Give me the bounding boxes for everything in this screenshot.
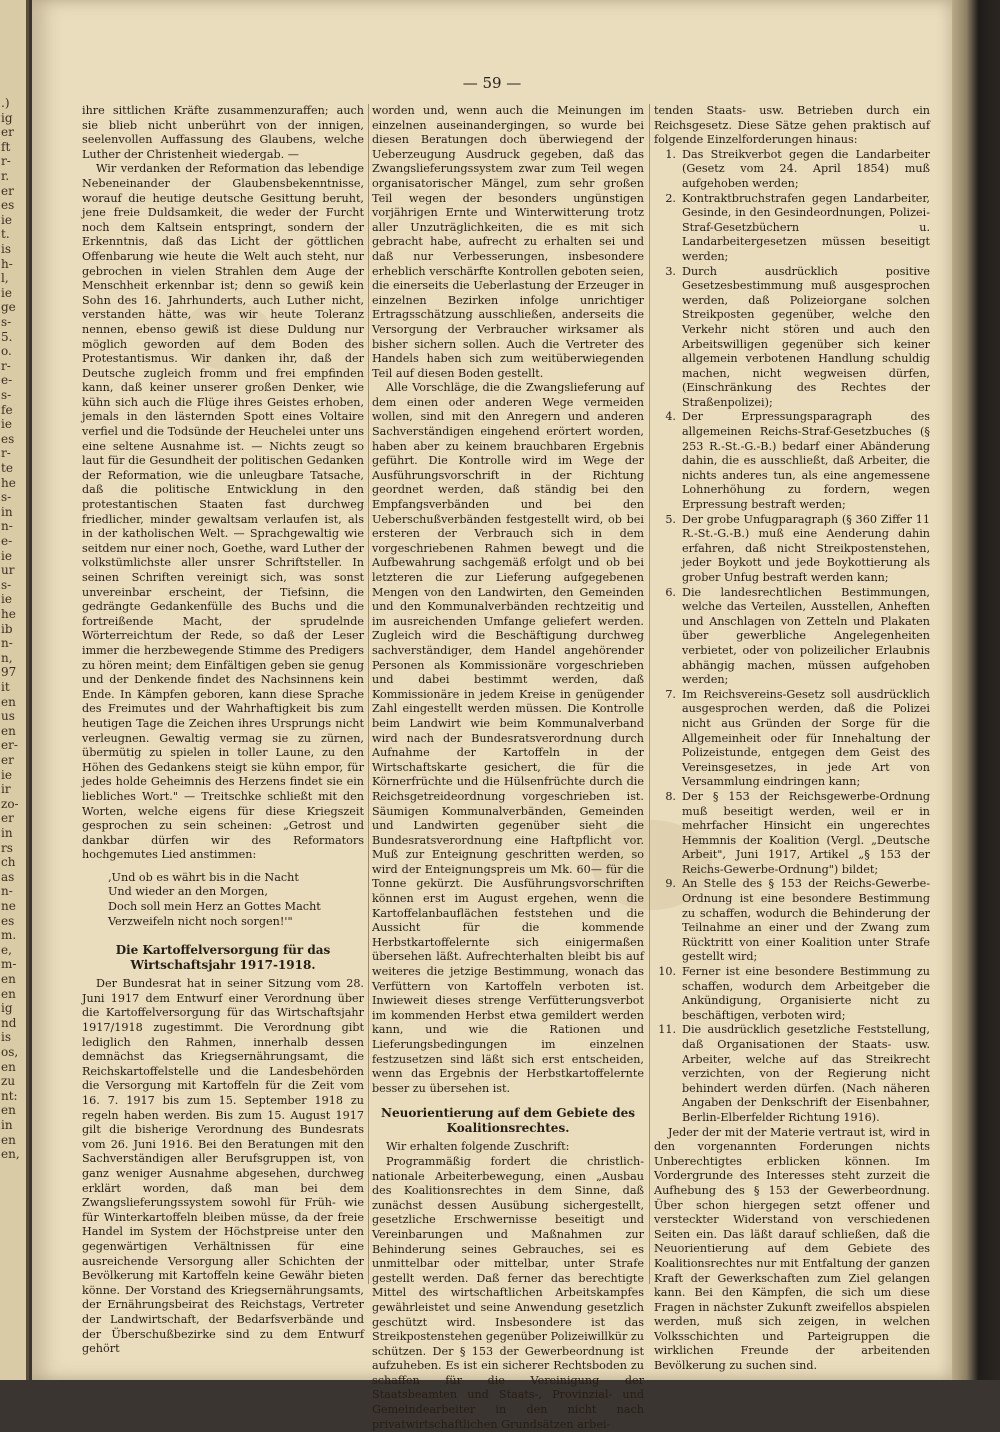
adjacent-page-fragment: te bbox=[1, 461, 13, 475]
list-text: Ferner ist eine besondere Bestimmung zu schaffen, wodurch dem Arbeitgeber die Ankündigung, Organisierte nicht zu beschäftigen, verboten wird; bbox=[682, 965, 930, 1022]
paragraph: Jeder der mit der Materie vertraut ist, wird in den vorgenannten Forderungen nichts Unberechtigtes erblicken können. Im Vordergrunde des Interesses steht zurzeit die Aufhebung des § 153 der Gewerbeordnung. Über schon hiergegen setzt offener und versteckter Widerstand von verschiedenen Seiten ein. Das läßt darauf schließen, daß die Neuorientierung auf dem Gebiete des Koalitionsrechtes nur mit Entfaltung der ganzen Kraft der Gewerkschaften zum Ziel gelangen kann. Bei den Kämpfen, die sich um diese Fragen in nächster Zukunft zweifellos abspielen werden, muß sich zeigen, in welchen Volksschichten und Parteigruppen die wirklichen Freunde der arbeitenden Bevölkerung zu suchen sind. bbox=[654, 1125, 930, 1373]
column-3 bbox=[654, 104, 930, 1373]
adjacent-page-fragment: ur bbox=[1, 563, 15, 578]
adjacent-page-fragment: r- bbox=[1, 358, 11, 373]
adjacent-page-fragment: in bbox=[1, 826, 13, 840]
column-2 bbox=[372, 104, 644, 1431]
paragraph: ihre sittlichen Kräfte zusammenzuraffen; auch sie blieb nicht unberührt von der innigen, seelenvollen Auffassung des Glaubens, welche Luther der Christenheit wiedergab. — bbox=[82, 104, 364, 161]
adjacent-page-fragment: en bbox=[1, 694, 16, 709]
adjacent-page-fragment: r. bbox=[1, 169, 10, 183]
adjacent-page-fragment: er- bbox=[1, 738, 18, 753]
poem-line: Verzweifeln nicht noch sorgen!'" bbox=[108, 914, 293, 928]
list-text: An Stelle des § 153 der Reichs-Gewerbe-Ordnung ist eine besondere Bestimmung zu schaffen, wodurch die Behinderung der Teilnahme an einer und der Zwang zum Rücktritt von einer Koalition unter Strafe gestellt wird; bbox=[682, 877, 930, 964]
adjacent-page-fragment: er bbox=[1, 125, 14, 140]
list-text: Im Reichsvereins-Gesetz soll ausdrücklich ausgesprochen werden, daß die Polizei nicht aus Gründen der Sorge für die Allgemeinheit oder für Innehaltung der Polizeistunde, entgegen dem Geist des Vereinsgesetzes, in jede Art von Versammlung eindringen kann; bbox=[682, 687, 930, 789]
adjacent-page-fragment: er bbox=[1, 183, 14, 198]
list-item bbox=[654, 148, 930, 192]
adjacent-page-fragment: ig bbox=[1, 110, 13, 125]
adjacent-page-fragment: n, bbox=[1, 650, 13, 665]
list-item bbox=[654, 877, 930, 965]
adjacent-page-fragment: ie bbox=[1, 417, 12, 432]
adjacent-page-fragment: ie bbox=[1, 212, 12, 227]
book-binding-edge bbox=[952, 0, 1000, 1380]
adjacent-page-fragment: en bbox=[1, 1059, 16, 1074]
adjacent-page-fragment: ig bbox=[1, 1001, 13, 1016]
adjacent-page-fragment: in bbox=[1, 1118, 13, 1132]
adjacent-page-fragment: ie bbox=[1, 592, 12, 607]
list-item bbox=[654, 410, 930, 512]
list-item bbox=[654, 790, 930, 878]
adjacent-page-fragment: s- bbox=[1, 315, 12, 329]
adjacent-page-fragment: ge bbox=[1, 300, 16, 315]
adjacent-page-fragment: m- bbox=[1, 957, 17, 972]
list-text: Durch ausdrücklich positive Gesetzesbestimmung muß ausgesprochen werden, daß Polizeiorgane solchen Streikposten gegenüber, welche den Verkehr nicht stören und auch den Arbeitswilligen gegenüber sich keiner allgemein verbotenen Handlung schuldig machen, nicht wegweisen dürfen, (Einschränkung des Rechtes der Straßenpolizei); bbox=[682, 264, 930, 409]
adjacent-page-fragment: .) bbox=[1, 96, 10, 110]
adjacent-page-fragment: en bbox=[1, 1103, 16, 1118]
adjacent-page-fragment: r- bbox=[1, 446, 11, 461]
adjacent-page-edge bbox=[0, 0, 29, 1380]
list-item bbox=[654, 265, 930, 411]
poem-line: ‚Und ob es währt bis in die Nacht bbox=[108, 870, 299, 884]
adjacent-page-fragment: h- bbox=[1, 256, 13, 271]
paragraph: Der Bundesrat hat in seiner Sitzung vom 28. Juni 1917 dem Entwurf einer Verordnung über die Kartoffelversorgung für das Wirtschaftsjahr 1917/1918 zugestimmt. Die Verordnung gibt lediglich den Rahmen, innerhalb dessen demnächst das Kriegsernährungsamt, die Reichskartoffelstelle und die Landesbehörden die Versorgung mit Kartoffeln für die Zeit vom 16. 7. 1917 bis zum 15. September 1918 zu regeln haben werden. Bis zum 15. August 1917 gilt die bisherige Verordnung des Bundesrats vom 26. Juni 1916. Bei den Beratungen mit den Sachverständigen aller Berufsgruppen ist, von ganz weniger Ausnahme abgesehen, durchweg erklärt worden, daß man bei dem Zwangslieferungssystem sowohl für Früh- wie für Winterkartoffeln bleiben müsse, da der freie Handel im System der Höchstpreise unter den gegenwärtigen Verhältnissen für eine ausreichende Versorgung aller Schichten der Bevölkerung mit Kartoffeln keine Gewähr bieten könne. Der Vorstand des Kriegsernährungsamts, der Ernährungsbeirat des Reichstags, Vertreter der Landwirtschaft, der Bedarfsverbände und der Überschußbezirke sind zu dem Entwurf gehört bbox=[82, 977, 364, 1356]
adjacent-page-fragment: l, bbox=[1, 271, 9, 286]
adjacent-page-fragment: n- bbox=[1, 636, 13, 651]
adjacent-page-fragment: es bbox=[1, 913, 15, 928]
list-number: 3. bbox=[665, 264, 676, 278]
adjacent-page-fragment: s- bbox=[1, 388, 12, 402]
list-item bbox=[654, 192, 930, 265]
adjacent-page-fragment: en bbox=[1, 723, 16, 738]
list-item bbox=[654, 688, 930, 790]
article-heading-koalitionsrecht: Neuorientierung auf dem Gebiete des Koalitionsrechtes. bbox=[381, 1106, 635, 1136]
adjacent-page-fragment: en bbox=[1, 1132, 16, 1147]
adjacent-page-fragment: fe bbox=[1, 402, 13, 417]
adjacent-page-fragment: nt: bbox=[1, 1088, 18, 1103]
adjacent-page-fragment: is bbox=[1, 1030, 11, 1045]
paragraph: tenden Staats- usw. Betrieben durch ein Reichsgesetz. Diese Sätze gehen praktisch auf folgende Einzelforderungen hinaus: bbox=[654, 104, 930, 147]
adjacent-page-fragment: ir bbox=[1, 782, 11, 797]
adjacent-page-fragment: zu bbox=[1, 1074, 16, 1089]
adjacent-page-fragment: ie bbox=[1, 548, 12, 563]
column-divider bbox=[649, 104, 650, 1284]
adjacent-page-fragment: es bbox=[1, 431, 15, 446]
list-item bbox=[654, 965, 930, 1023]
list-number: 8. bbox=[665, 789, 676, 803]
adjacent-page-fragment: er bbox=[1, 753, 14, 767]
adjacent-page-fragment: he bbox=[1, 607, 16, 621]
luther-hymn-quote bbox=[108, 871, 364, 929]
adjacent-page-fragment: s- bbox=[1, 490, 12, 505]
adjacent-page-fragment: it bbox=[1, 680, 10, 694]
adjacent-page-fragment: o. bbox=[1, 344, 12, 359]
list-item bbox=[654, 1023, 930, 1125]
paragraph: Programmäßig fordert die christlich-nationale Arbeiterbewegung, einen „Ausbau des Koalitionsrechtes in dem Sinne, daß zunächst dessen Ausübung sichergestellt, gesetzliche Erschwernisse beseitigt und Vereinbarungen und Maßnahmen zur Behinderung seines Gebrauches, sei es unmittelbar oder mittelbar, unter Strafe gestellt werden. Daß ferner das berechtigte Mittel des wirtschaftlichen Arbeitskampfes gewährleistet und seine Anwendung gesetzlich geschützt wird. Insbesondere ist das Streikpostenstehen gegenüber Polizeiwillkür zu schützen. Der § 153 der Gewerbeordnung ist aufzuheben. Es ist ein sicherer Rechtsboden zu schaffen für die Vereinigung der Staatsbeamten und Staats-, Provinzial- und Gemeindearbeiter in den nicht nach privatwirtschaftlichen Grundsätzen arbei- bbox=[372, 1154, 644, 1431]
adjacent-page-fragment: ib bbox=[1, 621, 13, 636]
adjacent-page-fragment: us bbox=[1, 709, 15, 724]
column-1 bbox=[82, 104, 364, 1356]
adjacent-page-fragment: rs bbox=[1, 840, 13, 855]
list-number: 9. bbox=[665, 877, 676, 891]
page-number: — 59 — bbox=[462, 74, 522, 92]
paragraph: worden und, wenn auch die Meinungen im einzelnen auseinandergingen, so wurde bei diesen Beratungen doch überwiegend der Ueberzeugung Ausdruck gegeben, daß das Zwangslieferungssystem zwar zum Teil wegen organisatorischer Mängel, zum sehr großen Teil wegen der besonders ungünstigen vorjährigen Ernte und Winterwitterung trotz aller Unzuträglichkeiten, die es mit sich gebracht habe, aufrecht zu erhalten sei und daß nur Verbesserungen, insbesondere erheblich verschärfte Kontrollen geboten seien, die einerseits die Ueberlastung der Erzeuger in einzelnen Bezirken infolge unrichtiger Ertragsschätzung ausschließen, anderseits die Versorgung der Verbraucher wirksamer als bisher sichern sollen. Auch die Vertreter des Handels haben sich zum weitüberwiegenden Teil auf diesen Boden gestellt. bbox=[372, 104, 644, 380]
list-number: 4. bbox=[665, 410, 676, 424]
adjacent-page-fragment: 97 bbox=[1, 665, 17, 680]
adjacent-page-fragment: t. bbox=[1, 227, 10, 242]
adjacent-page-fragment: ne bbox=[1, 899, 16, 913]
adjacent-page-fragment: en bbox=[1, 986, 16, 1001]
paragraph: Alle Vorschläge, die die Zwangslieferung auf dem einen oder anderen Wege vermeiden wollen, sind mit den Anregern und anderen Sachverständigen eingehend erörtert worden, haben aber zu keinem brauchbaren Ergebnis geführt. Die Kontrolle wird im Wege der Ausführungsvorschrift in der Richtung geordnet werden, daß ständig bei den Empfangsverbänden und bei den Ueberschußverbänden festgestellt wird, ob bei ersteren der Verbrauch sich in dem vorgeschriebenen Rahmen bewegt und die Aufbewahrung sachgemäß erfolgt und ob bei letzteren die zur Lieferung aufgegebenen Mengen von den Landwirten, den Gemeinden und den Kommunalverbänden rechtzeitig und im ausreichenden Umfange geliefert werden. Zugleich wird die Beschäftigung durchweg sachverständiger, dem Handel angehörender Personen als Kommissionäre vorgeschrieben und dabei bestimmt werden, daß Kommissionäre in jedem Kreise in genügender Zahl eingestellt werden müssen. Die Kontrolle beim Landwirt wie beim Kommunalverband wird nach der Bundesratsverordnung durch Aufnahme der Kartoffeln in der Wirtschaftskarte gesichert, die für die Körnerfrüchte und die Hülsenfrüchte durch die Reichsgetreideordnung vorgeschrieben ist. Säumigen Kommunalverbänden, Gemeinden und Landwirten gegenüber sieht die Bundesratsverordnung eine Haftpflicht vor. Muß zur Enteignung geschritten werden, so wird der Enteignungspreis um Mk. 60— für die Tonne gekürzt. Die Ausführungsvorschriften können erst im August ergehen, wenn die Kartoffelanbauflächen feststehen und die Aussicht für die kommende Herbstkartoffelernte sich einigermaßen übersehen läßt. Aufrechterhalten bleibt bis auf weiteres die jetzige Bestimmung, wonach das Verfüttern von Kartoffeln verboten ist. Inwieweit dieses strenge Verfütterungsverbot im kommenden Herbst etwa gemildert werden kann, und wie die Rationen und Lieferungsbedingungen im einzelnen festzusetzen sind läßt sich erst entscheiden, wenn das Ergebnis der Herbstkartoffelernte besser zu übersehen ist. bbox=[372, 381, 644, 1095]
list-item bbox=[654, 586, 930, 688]
article-heading-kartoffelversorgung: Die Kartoffelversorgung für das Wirtschaftsjahr 1917-1918. bbox=[115, 943, 331, 973]
list-number: 11. bbox=[658, 1023, 676, 1037]
paragraph: Wir verdanken der Reformation das lebendige Nebeneinander der Glaubensbekenntnisse, worauf die heutige deutsche Gesittung beruht, jene freie Duldsamkeit, die weder der Furcht noch dem Kaltsein entspringt, sondern der Erkenntnis, daß das Licht der göttlichen Offenbarung wie heute die Welt auch steht, nur gebrochen in vielen Strahlen dem Auge der Menschheit erkennbar ist; denn so gewiß kein Sohn des 16. Jahrhunderts, auch Luther nicht, verstanden hätte, was wir heute Toleranz nennen, ebenso gewiß ist diese Duldung nur möglich geworden auf dem Boden des Protestantismus. Wir danken ihr, daß der Deutsche zugleich fromm und frei empfinden kann, daß keiner unserer großen Denker, wie kühn sich auch die Flüge ihres Geistes erhoben, jemals in den lästernden Spott eines Voltaire verfiel und die Todsünde der Heuchelei unter uns eine seltene Ausnahme ist. — Nichts zeugt so laut für die Gesundheit der politischen Gedanken der Reformation, wie die unleugbare Tatsache, daß die politische Entwicklung in den protestantischen Staaten fast durchweg friedlicher, minder gewaltsam verlaufen ist, als in der katholischen Welt. — Sprachgewaltig wie seitdem nur einer noch, Goethe, ward Luther der volkstümlichste aller unsrer Schriftsteller. In seinen Schriften vereinigt sich, was sonst unvereinbar erscheint, der Tiefsinn, die gedrängte Gedankenfülle des Buchs und die fortreißende Macht, der sprudelnde Wörterreichtum der Rede, so daß der Leser immer die herzbewegende Stimme des Predigers zu hören meint; dem Einfältigen geben sie genug und der Denkende findet des Nachsinnens kein Ende. In Kämpfen geboren, kann diese Sprache des Freimutes und der Wahrhaftigkeit bis zum heutigen Tage die Zeichen ihres Ursprungs nicht verleugnen. Gewaltig vermag sie zu zürnen, übermütig zu spielen in toller Laune, zu den Höhen des Gedankens steigt sie kühn empor, für jedes holde Geheimnis des Herzens findet sie ein liebliches Wort." — Treitschke schließt mit den Worten, welche eigens für diese Kriegszeit gesprochen zu sein scheinen: „Getrost und dankbar dürfen wir des Reformators hochgemutes Lied anstimmen: bbox=[82, 162, 364, 862]
adjacent-page-fragment: in bbox=[1, 504, 13, 519]
adjacent-page-fragment: e- bbox=[1, 534, 13, 548]
poem-line: Und wieder an den Morgen, bbox=[108, 885, 268, 899]
adjacent-page-fragment: ie bbox=[1, 767, 12, 782]
adjacent-page-fragment: en, bbox=[1, 1147, 20, 1162]
adjacent-page-fragment: he bbox=[1, 475, 16, 490]
list-text: Der Erpressungsparagraph des allgemeinen Reichs-Straf-Gesetzbuches (§ 253 R.-St.-G.-B.) bedarf einer Abänderung dahin, die es ausschließt, daß Arbeiter, die nichts anderes tun, als eine angemessene Lohnerhöhung zu fordern, wegen Erpressung bestraft werden; bbox=[682, 410, 930, 512]
column-divider bbox=[368, 104, 369, 1284]
adjacent-page-fragment: 5. bbox=[1, 329, 13, 344]
adjacent-page-fragment: ft bbox=[1, 139, 11, 154]
list-number: 6. bbox=[665, 585, 676, 599]
adjacent-page-fragment: r- bbox=[1, 154, 11, 169]
poem-line: Doch soll mein Herz an Gottes Macht bbox=[108, 900, 321, 914]
list-item bbox=[654, 513, 930, 586]
list-number: 1. bbox=[665, 147, 676, 161]
list-number: 5. bbox=[665, 512, 676, 526]
list-text: Das Streikverbot gegen die Landarbeiter (Gesetz vom 24. April 1854) muß aufgehoben werden; bbox=[682, 147, 930, 190]
adjacent-page-fragment: e, bbox=[1, 942, 12, 957]
adjacent-page-fragment: es bbox=[1, 198, 15, 213]
adjacent-page-fragment: n- bbox=[1, 519, 13, 534]
list-number: 7. bbox=[665, 687, 676, 701]
adjacent-page-fragment: nd bbox=[1, 1015, 17, 1030]
paragraph: Wir erhalten folgende Zuschrift: bbox=[386, 1140, 570, 1154]
demands-list bbox=[654, 148, 930, 1126]
adjacent-page-fragment: n- bbox=[1, 884, 13, 899]
list-text: Der § 153 der Reichsgewerbe-Ordnung muß beseitigt werden, weil er in mehrfacher Hinsicht ein ungerechtes Hemmnis der Koalition (Vergl. „Deutsche Arbeit", Juni 1917, Artikel „§ 153 der Reichs-Gewerbe-Ordnung") bildet; bbox=[682, 789, 930, 876]
list-text: Der grobe Unfugparagraph (§ 360 Ziffer 11 R.-St.-G.-B.) muß eine Aenderung dahin erfahren, daß nicht Streikpostenstehen, jeder Boykott und jede Boykottierung als grober Unfug bestraft werden kann; bbox=[682, 512, 930, 584]
adjacent-page-fragment: zo- bbox=[1, 796, 19, 811]
adjacent-page-fragment: as bbox=[1, 869, 15, 884]
adjacent-page-fragment: ch bbox=[1, 855, 16, 870]
list-text: Die landesrechtlichen Bestimmungen, welche das Verteilen, Ausstellen, Anheften und Anschlagen von Zetteln und Plakaten über gewerbliche Angelegenheiten verbietet, oder von polizeilicher Erlaubnis abhängig machen, müssen aufgehoben werden; bbox=[682, 585, 930, 687]
newspaper-page bbox=[32, 0, 952, 1431]
adjacent-page-fragment: ie bbox=[1, 285, 12, 300]
adjacent-page-fragment: m. bbox=[1, 928, 17, 943]
list-number: 10. bbox=[658, 965, 676, 979]
adjacent-page-fragment: er bbox=[1, 811, 14, 826]
list-text: Kontraktbruchstrafen gegen Landarbeiter, Gesinde, in den Gesindeordnungen, Polizei-Straf-Gesetzbüchern u. Landarbeitergesetzen müssen beseitigt werden; bbox=[682, 191, 930, 263]
adjacent-page-fragment: os, bbox=[1, 1045, 19, 1059]
list-number: 2. bbox=[665, 191, 676, 205]
list-text: Die ausdrücklich gesetzliche Feststellung, daß Organisationen der Staats- usw. Arbeiter, welche auf das Streikrecht verzichten, von der Regierung nicht behindert werden dürfen. (Nach näheren Angaben der Denkschrift der Eisenbahner, Berlin-Elberfelder Richtung 1916). bbox=[682, 1023, 930, 1124]
adjacent-page-fragment: e- bbox=[1, 373, 13, 388]
adjacent-page-fragment: s- bbox=[1, 577, 12, 592]
adjacent-page-fragment: is bbox=[1, 242, 11, 256]
adjacent-page-fragment: en bbox=[1, 972, 16, 986]
